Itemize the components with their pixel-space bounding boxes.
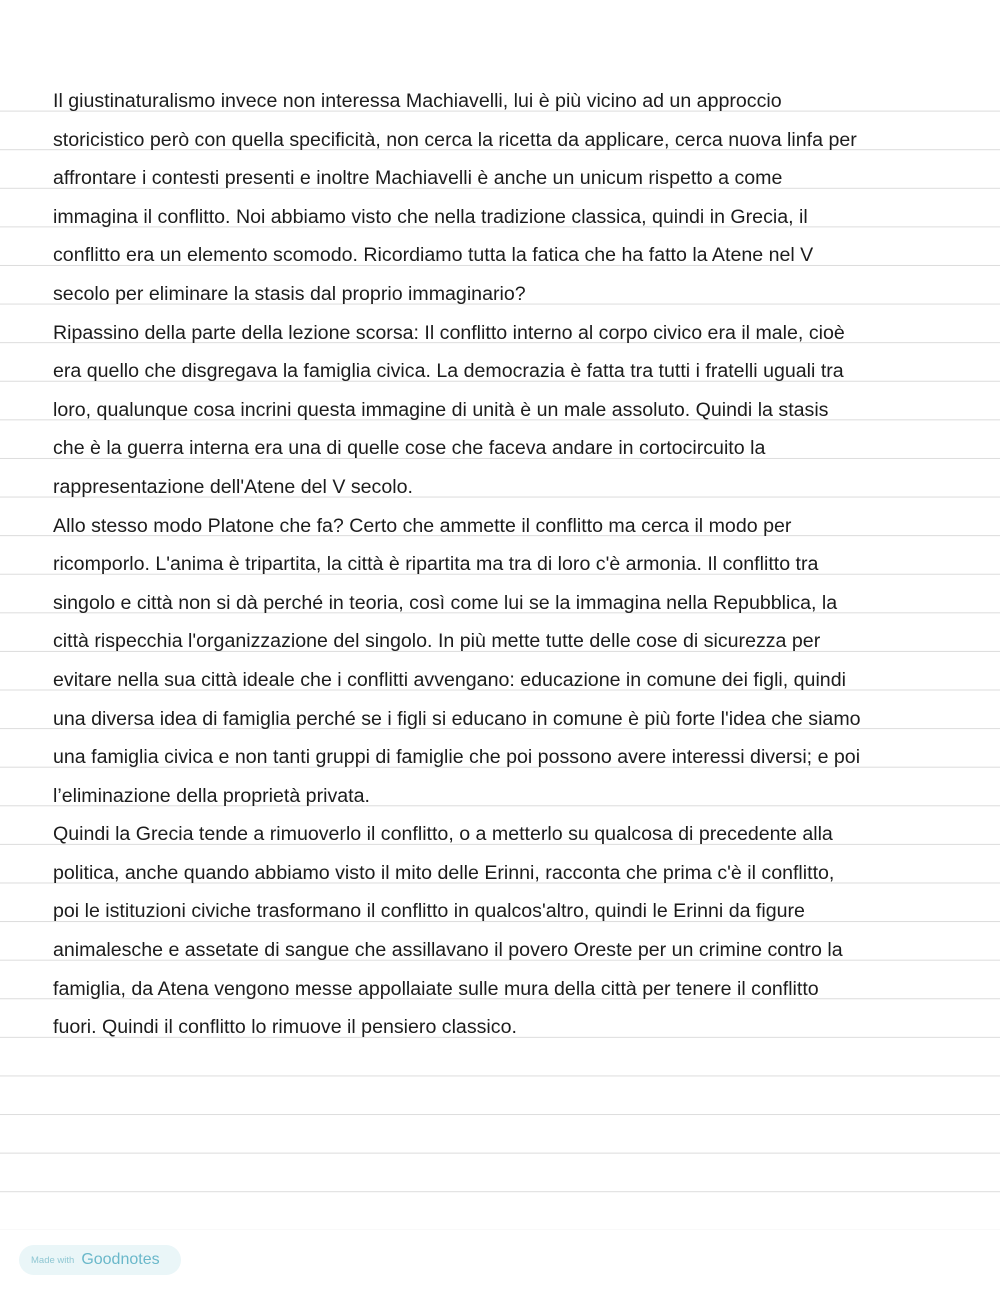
text-line: poi le istituzioni civiche trasformano il conflitto in qualcos'altro, quindi le Erinni da figure (53, 900, 805, 923)
note-text (53, 82, 953, 1047)
text-line: una diversa idea di famiglia perché se i figli si educano in comune è più forte l'idea che siamo (53, 707, 861, 730)
text-line: rappresentazione dell'Atene del V secolo. (53, 475, 413, 498)
watermark-brand: Goodnotes (81, 1251, 160, 1268)
text-line: Ripassino della parte della lezione scorsa: Il conflitto interno al corpo civico era il male, cioè (53, 321, 845, 344)
text-line: città rispecchia l'organizzazione del singolo. In più mette tutte delle cose di sicurezza per (53, 630, 821, 653)
text-line: l’eliminazione della proprietà privata. (53, 784, 370, 807)
text-line: politica, anche quando abbiamo visto il mito delle Erinni, racconta che prima c'è il conflitto, (53, 861, 835, 884)
text-line: Allo stesso modo Platone che fa? Certo che ammette il conflitto ma cerca il modo per (53, 514, 792, 537)
text-line: loro, qualunque cosa incrini questa immagine di unità è un male assoluto. Quindi la stasis (53, 398, 829, 421)
text-line: storicistico però con quella specificità, non cerca la ricetta da applicare, cerca nuova linfa per (53, 128, 857, 151)
goodnotes-watermark[interactable] (19, 1245, 181, 1275)
text-line: conflitto era un elemento scomodo. Ricordiamo tutta la fatica che ha fatto la Atene nel V (53, 244, 814, 267)
text-line: evitare nella sua città ideale che i conflitti avvengano: educazione in comune dei figli, quindi (53, 668, 846, 691)
text-line: immagina il conflitto. Noi abbiamo visto che nella tradizione classica, quindi in Grecia, il (53, 205, 808, 228)
text-line: era quello che disgregava la famiglia civica. La democrazia è fatta tra tutti i fratelli uguali tra (53, 360, 844, 383)
text-line: Quindi la Grecia tende a rimuoverlo il conflitto, o a metterlo su qualcosa di precedente alla (53, 823, 833, 846)
watermark-prefix: Made with (31, 1254, 75, 1266)
text-line: singolo e città non si dà perché in teoria, così come lui se la immagina nella Repubblica, la (53, 591, 838, 614)
text-line: animalesche e assetate di sangue che assillavano il povero Oreste per un crimine contro la (53, 939, 843, 962)
text-line: che è la guerra interna era una di quelle cose che faceva andare in cortocircuito la (53, 437, 766, 460)
text-line: ricomporlo. L'anima è tripartita, la città è ripartita ma tra di loro c'è armonia. Il conflitto tra (53, 553, 819, 576)
text-line: una famiglia civica e non tanti gruppi di famiglie che poi possono avere interessi diversi; e poi (53, 746, 861, 769)
text-line: Il giustinaturalismo invece non interessa Machiavelli, lui è più vicino ad un approccio (53, 90, 782, 112)
text-line: fuori. Quindi il conflitto lo rimuove il pensiero classico. (53, 1016, 517, 1039)
text-line: famiglia, da Atena vengono messe appollaiate sulle mura della città per tenere il conflitto (53, 977, 819, 1000)
text-line: secolo per eliminare la stasis dal proprio immaginario? (53, 282, 526, 305)
text-line: affrontare i contesti presenti e inoltre Machiavelli è anche un unicum rispetto a come (53, 167, 783, 190)
